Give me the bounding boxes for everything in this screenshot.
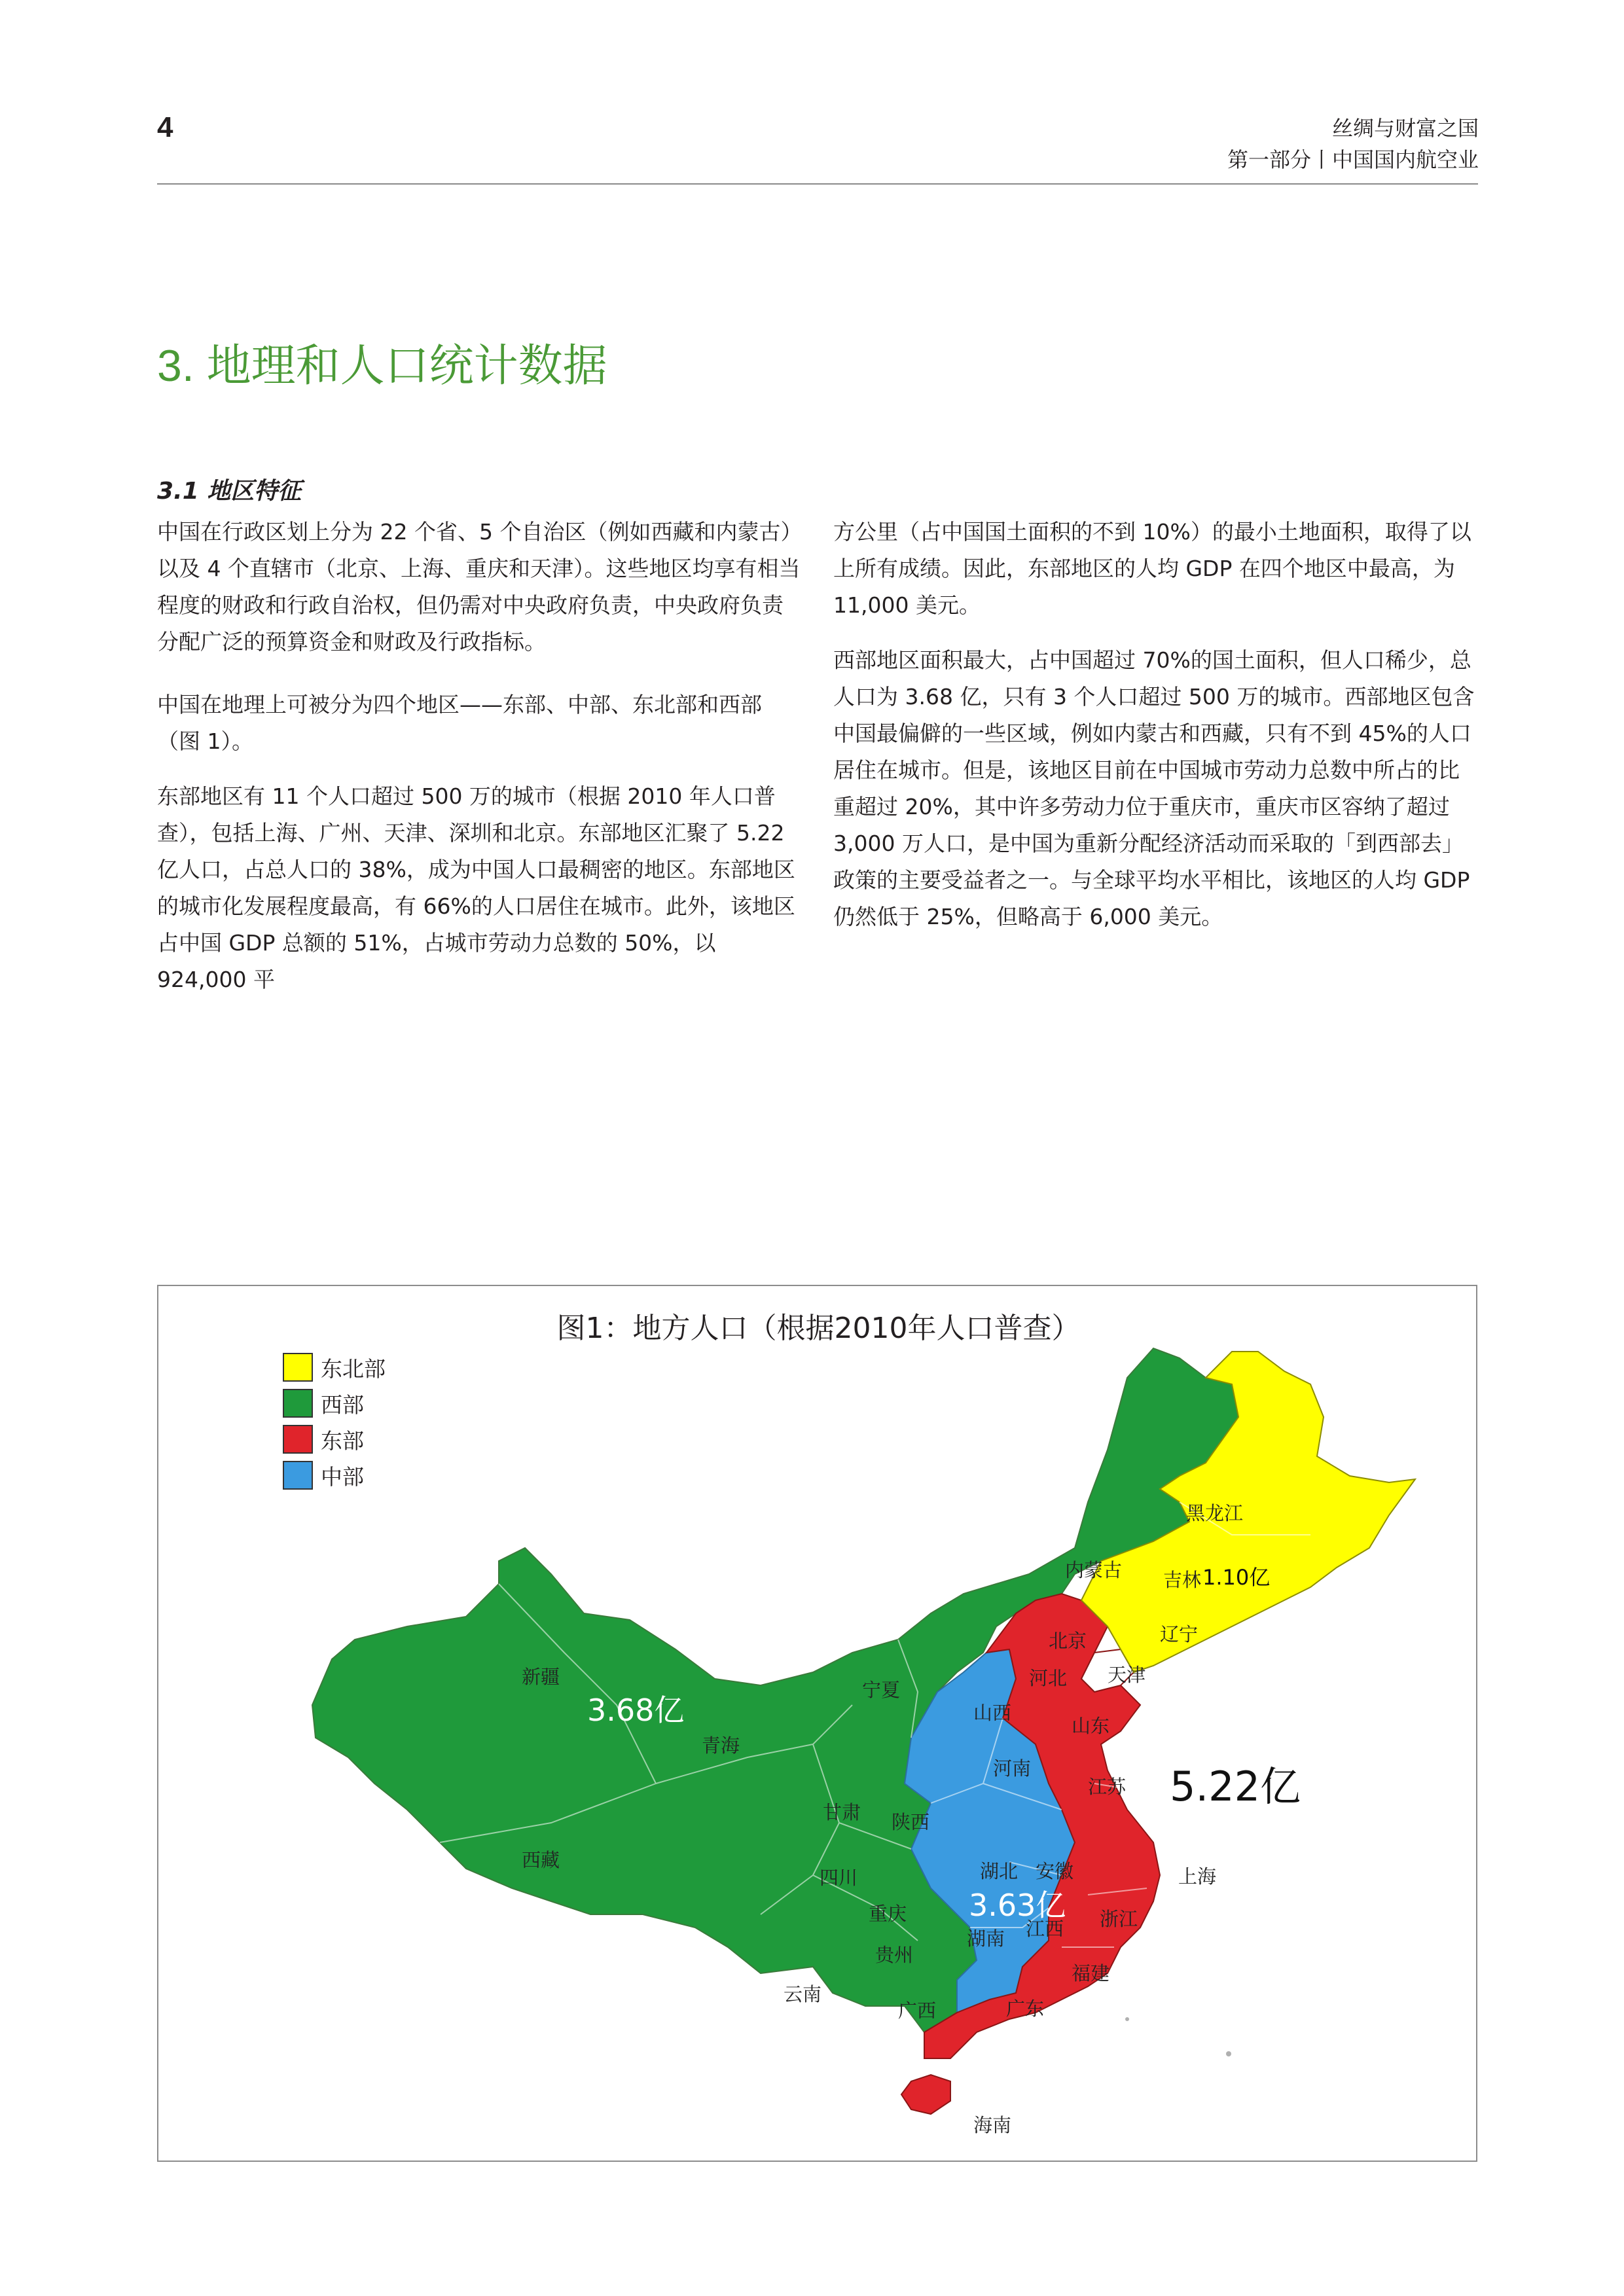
figure-title: 图1：地方人口（根据2010年人口普查） — [556, 1312, 1081, 1345]
legend-item-central — [283, 1460, 364, 1491]
label-jiangsu: 江苏 — [1088, 1776, 1127, 1798]
label-liaoning: 辽宁 — [1160, 1623, 1199, 1645]
page-number: 4 — [157, 111, 173, 143]
paragraph: 东部地区有 11 个人口超过 500 万的城市（根据 2010 年人口普查），包括上海、广州、天津、深圳和北京。东部地区汇聚了 5.22 亿人口，占总人口的 38%，成为中国人口最稠密的地区。东部地区的城市化发展程度最高，有 66%的人口居住在城市。此外，该地区占中国 GDP 总额的 51%，占城市劳动力总数的 50%，以 924,000 平 — [157, 783, 795, 992]
legend-label: 东北部 — [321, 1355, 386, 1382]
legend-swatch-yellow — [283, 1353, 313, 1382]
population-central: 3.63亿 — [969, 1888, 1066, 1923]
legend-label: 东部 — [321, 1427, 364, 1454]
population-map-figure — [157, 1285, 1477, 2162]
paragraph: 中国在地理上可被分为四个地区——东部、中部、东北部和西部（图 1）。 — [157, 692, 762, 754]
legend-item-west — [283, 1388, 364, 1419]
label-sichuan: 四川 — [820, 1867, 858, 1889]
label-hainan: 海南 — [973, 2114, 1012, 2136]
part-title: 第一部分丨中国国内航空业 — [1227, 147, 1479, 172]
paragraph: 方公里（占中国国土面积的不到 10%）的最小土地面积，取得了以上所有成绩。因此，东部地区的人均 GDP 在四个地区中最高，为 11,000 美元。 — [833, 519, 1471, 618]
label-beijing: 北京 — [1049, 1630, 1087, 1652]
legend-item-northeast — [283, 1352, 386, 1383]
population-northeast: 1.10亿 — [1202, 1565, 1271, 1590]
label-tianjin: 天津 — [1108, 1664, 1146, 1686]
section-title: 3. 地理和人口统计数据 — [157, 341, 607, 391]
label-gansu: 甘肃 — [823, 1801, 861, 1823]
legend-swatch-red — [283, 1425, 313, 1454]
legend-label: 西部 — [321, 1391, 364, 1418]
label-fujian: 福建 — [1072, 1962, 1110, 1984]
island-dot — [1125, 2017, 1129, 2021]
label-xinjiang: 新疆 — [522, 1666, 560, 1688]
label-yunnan: 云南 — [784, 1983, 822, 2005]
label-shanxi: 山西 — [973, 1702, 1012, 1724]
label-xizang: 西藏 — [522, 1849, 560, 1871]
body-column-left — [157, 514, 802, 1016]
label-jiangxi: 江西 — [1026, 1918, 1064, 1940]
island-dot — [1226, 2051, 1231, 2056]
label-jilin: 吉林 — [1163, 1569, 1202, 1591]
paragraph: 中国在行政区划上分为 22 个省、5 个自治区（例如西藏和内蒙古）以及 4 个直辖市（北京、上海、重庆和天津）。这些地区均享有相当程度的财政和行政自治权，但仍需对中央政府负责，中央政府负责分配广泛的预算资金和财政及行政指标。 — [157, 519, 801, 655]
label-shaanxi: 陕西 — [892, 1811, 930, 1833]
hainan-island-shape — [901, 2075, 950, 2114]
population-east: 5.22亿 — [1170, 1763, 1301, 1810]
label-chongqing: 重庆 — [869, 1903, 907, 1925]
label-anhui: 安徽 — [1036, 1860, 1074, 1882]
label-hunan: 湖南 — [967, 1928, 1005, 1950]
label-heilongjiang: 黑龙江 — [1186, 1502, 1244, 1524]
population-west: 3.68亿 — [587, 1693, 685, 1728]
label-hebei: 河北 — [1029, 1667, 1068, 1689]
subsection-title: 3.1 地区特征 — [157, 478, 302, 505]
label-qinghai: 青海 — [702, 1734, 740, 1757]
label-shandong: 山东 — [1072, 1715, 1110, 1737]
label-guangdong: 广东 — [1006, 1998, 1045, 2020]
label-hubei: 湖北 — [980, 1860, 1019, 1882]
legend-item-east — [283, 1424, 364, 1455]
label-zhejiang: 浙江 — [1100, 1908, 1138, 1930]
label-neimenggu: 内蒙古 — [1065, 1559, 1123, 1581]
label-guizhou: 贵州 — [875, 1944, 914, 1966]
running-header — [1227, 113, 1479, 175]
legend-label: 中部 — [321, 1463, 364, 1490]
label-guangxi: 广西 — [898, 2000, 937, 2022]
legend-swatch-blue — [283, 1461, 313, 1490]
label-ningxia: 宁夏 — [862, 1679, 901, 1701]
label-henan: 河南 — [993, 1757, 1032, 1780]
publication-title: 丝绸与财富之国 — [1331, 116, 1479, 141]
label-shanghai: 上海 — [1178, 1865, 1217, 1888]
paragraph: 西部地区面积最大，占中国超过 70%的国土面积，但人口稀少，总人口为 3.68 亿，只有 3 个人口超过 500 万的城市。西部地区包含中国最偏僻的一些区域，例如内蒙古和西藏，只有不到 45%的人口居住在城市。但是，该地区目前在中国城市劳动力总数中所占的比重超过 20%，其中许多劳动力位于重庆市，重庆市区容纳了超过 3,000 万人口，是中国为重新分配经济活动而采取的「到西部去」政策的主要受益者之一。与全球平均水平相比，该地区的人均 GDP 仍然低于 25%，但略高于 6,000 美元。 — [833, 647, 1475, 929]
header-divider — [157, 183, 1478, 185]
legend-swatch-green — [283, 1389, 313, 1418]
body-column-right — [833, 514, 1478, 954]
